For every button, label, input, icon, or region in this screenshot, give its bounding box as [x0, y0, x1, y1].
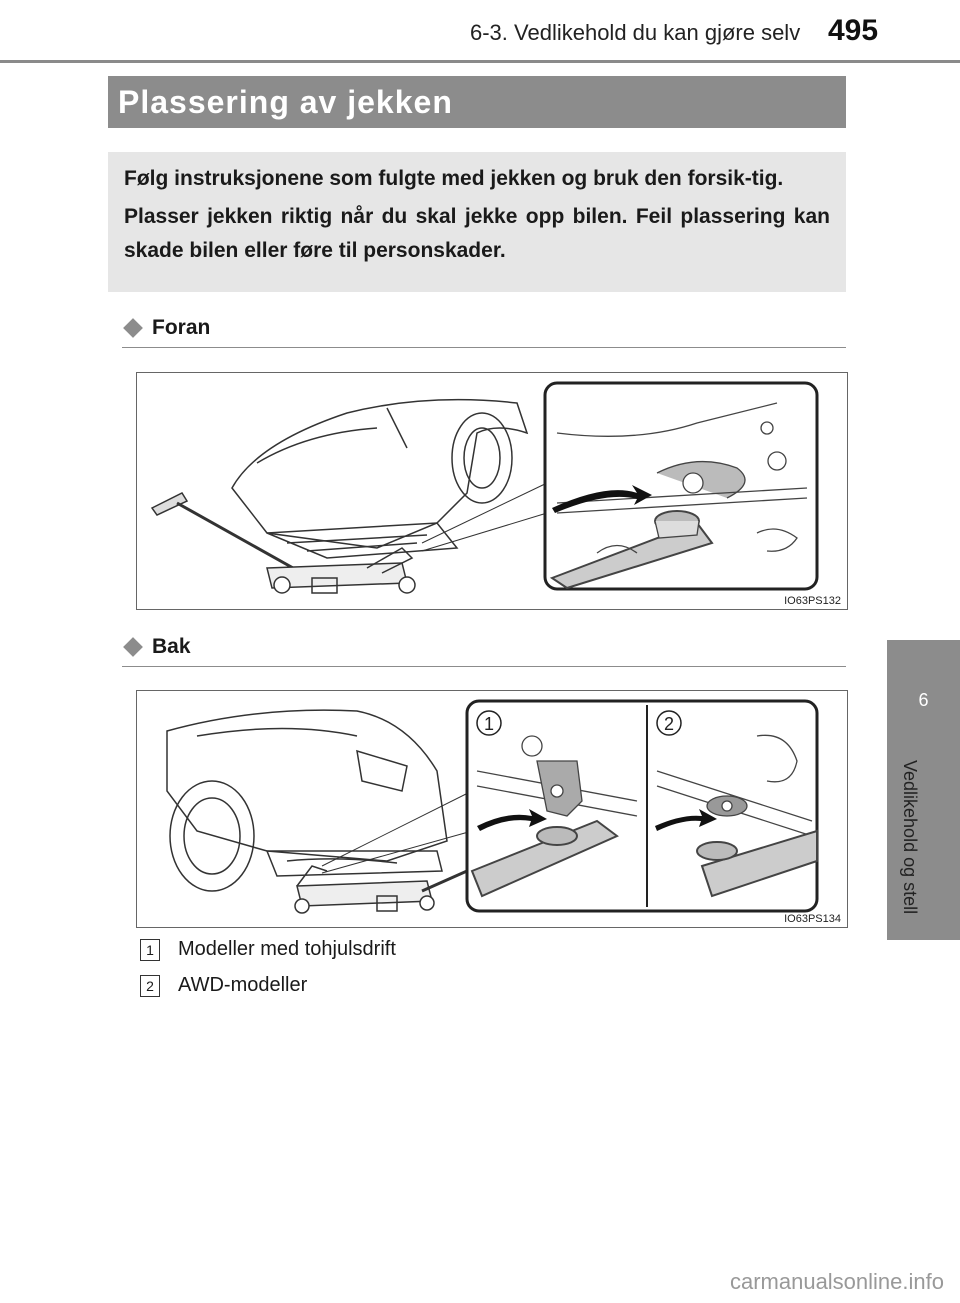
rear-heading-label: Bak — [152, 635, 191, 658]
front-figure-code: IO63PS132 — [784, 595, 841, 607]
callout-number-1: 1 — [483, 714, 495, 734]
front-heading — [122, 316, 210, 340]
callout-number-2: 2 — [663, 714, 675, 734]
page-number: 495 — [828, 14, 879, 47]
rear-divider — [122, 666, 846, 667]
chapter-number: 6 — [918, 690, 929, 710]
section-title: 6-3. Vedlikehold du kan gjøre selv — [470, 20, 801, 45]
rear-jack-illustration — [136, 690, 848, 928]
intro-paragraph-1: Følg instruksjonene som fulgte med jekken og bruk den forsik-tig. — [124, 167, 784, 190]
front-divider — [122, 347, 846, 348]
diamond-icon — [123, 318, 143, 338]
legend-item-1 — [140, 938, 396, 961]
footer-watermark: carmanualsonline.info — [729, 1269, 944, 1294]
header-divider — [0, 60, 960, 63]
legend-number-2: 2 — [140, 975, 160, 997]
legend-text-1: Modeller med tohjulsdrift — [178, 938, 396, 960]
rear-figure-code: IO63PS134 — [784, 913, 841, 925]
legend-number-1: 1 — [140, 939, 160, 961]
legend-text-2: AWD-modeller — [178, 974, 308, 996]
chapter-label: Vedlikehold og stell — [900, 760, 920, 915]
front-heading-label: Foran — [152, 316, 211, 339]
diamond-icon — [123, 637, 143, 657]
intro-box — [108, 152, 846, 292]
rear-jack-drawing — [137, 691, 847, 927]
front-jack-drawing — [137, 373, 847, 609]
front-jack-illustration — [136, 372, 848, 610]
page-title: Plassering av jekken — [108, 76, 846, 128]
rear-heading — [122, 635, 191, 659]
intro-paragraph-2: Plasser jekken riktig når du skal jekke opp bilen. Feil plassering kan skade bilen eller føre til personskader. — [124, 205, 830, 262]
legend-item-2 — [140, 974, 307, 997]
